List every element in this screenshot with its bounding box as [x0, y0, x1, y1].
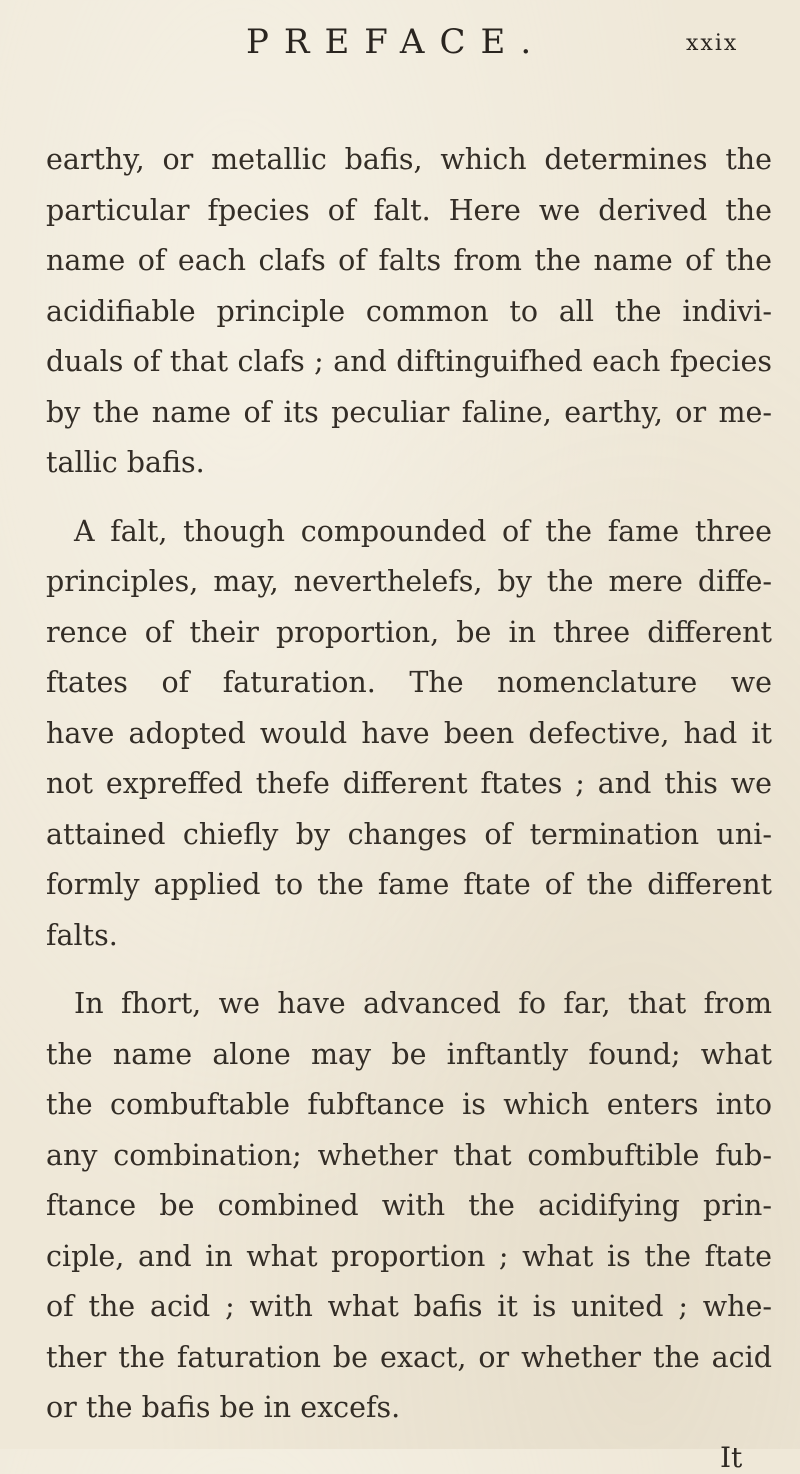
text-line: duals of that clafs ; and diftinguifhed each fpecies — [46, 345, 772, 378]
text-line: acidifiable principle common to all the indivi- — [46, 294, 772, 328]
text-line: not expreffed thefe different ftates ; and this we — [46, 767, 772, 800]
text-line: any combination; whether that combuftible fub- — [46, 1138, 772, 1172]
text-line: attained chiefly by changes of termination uni- — [46, 817, 772, 851]
text-line: particular fpecies of falt. Here we derived the — [46, 193, 772, 227]
text-line: rence of their proportion, be in three different — [46, 615, 772, 649]
text-line: formly applied to the fame ftate of the different — [46, 868, 772, 901]
text-line: earthy, or metallic bafis, which determines the — [46, 143, 772, 176]
running-title: PREFACE. — [246, 22, 547, 62]
text-line: tallic bafis. — [46, 446, 205, 479]
text-line: principles, may, neverthelefs, by the mere diffe- — [46, 565, 772, 598]
text-line: have adopted would have been defective, had it — [46, 716, 772, 750]
text-line: ciple, and in what proportion ; what is the ftate — [46, 1239, 772, 1273]
catchword: It — [720, 1440, 743, 1474]
page-number: xxix — [686, 31, 739, 56]
text-line: of the acid ; with what bafis it is united ; whe- — [46, 1290, 772, 1323]
text-line: In fhort, we have advanced fo far, that from — [74, 987, 772, 1020]
text-line: ther the faturation be exact, or whether the acid — [46, 1340, 772, 1374]
text-line: falts. — [46, 918, 118, 952]
text-line: name of each clafs of falts from the name of the — [46, 244, 772, 277]
text-line: ftates of faturation. The nomenclature we — [46, 666, 772, 699]
text-line: the combuftable fubftance is which enters into — [46, 1088, 772, 1121]
text-line: ftance be combined with the acidifying prin- — [46, 1189, 772, 1222]
text-line: the name alone may be inftantly found; what — [46, 1037, 772, 1071]
text-line: by the name of its peculiar faline, earthy, or me- — [46, 395, 772, 429]
text-line: A falt, though compounded of the fame three — [74, 514, 772, 548]
text-line: or the bafis be in excefs. — [46, 1391, 401, 1424]
